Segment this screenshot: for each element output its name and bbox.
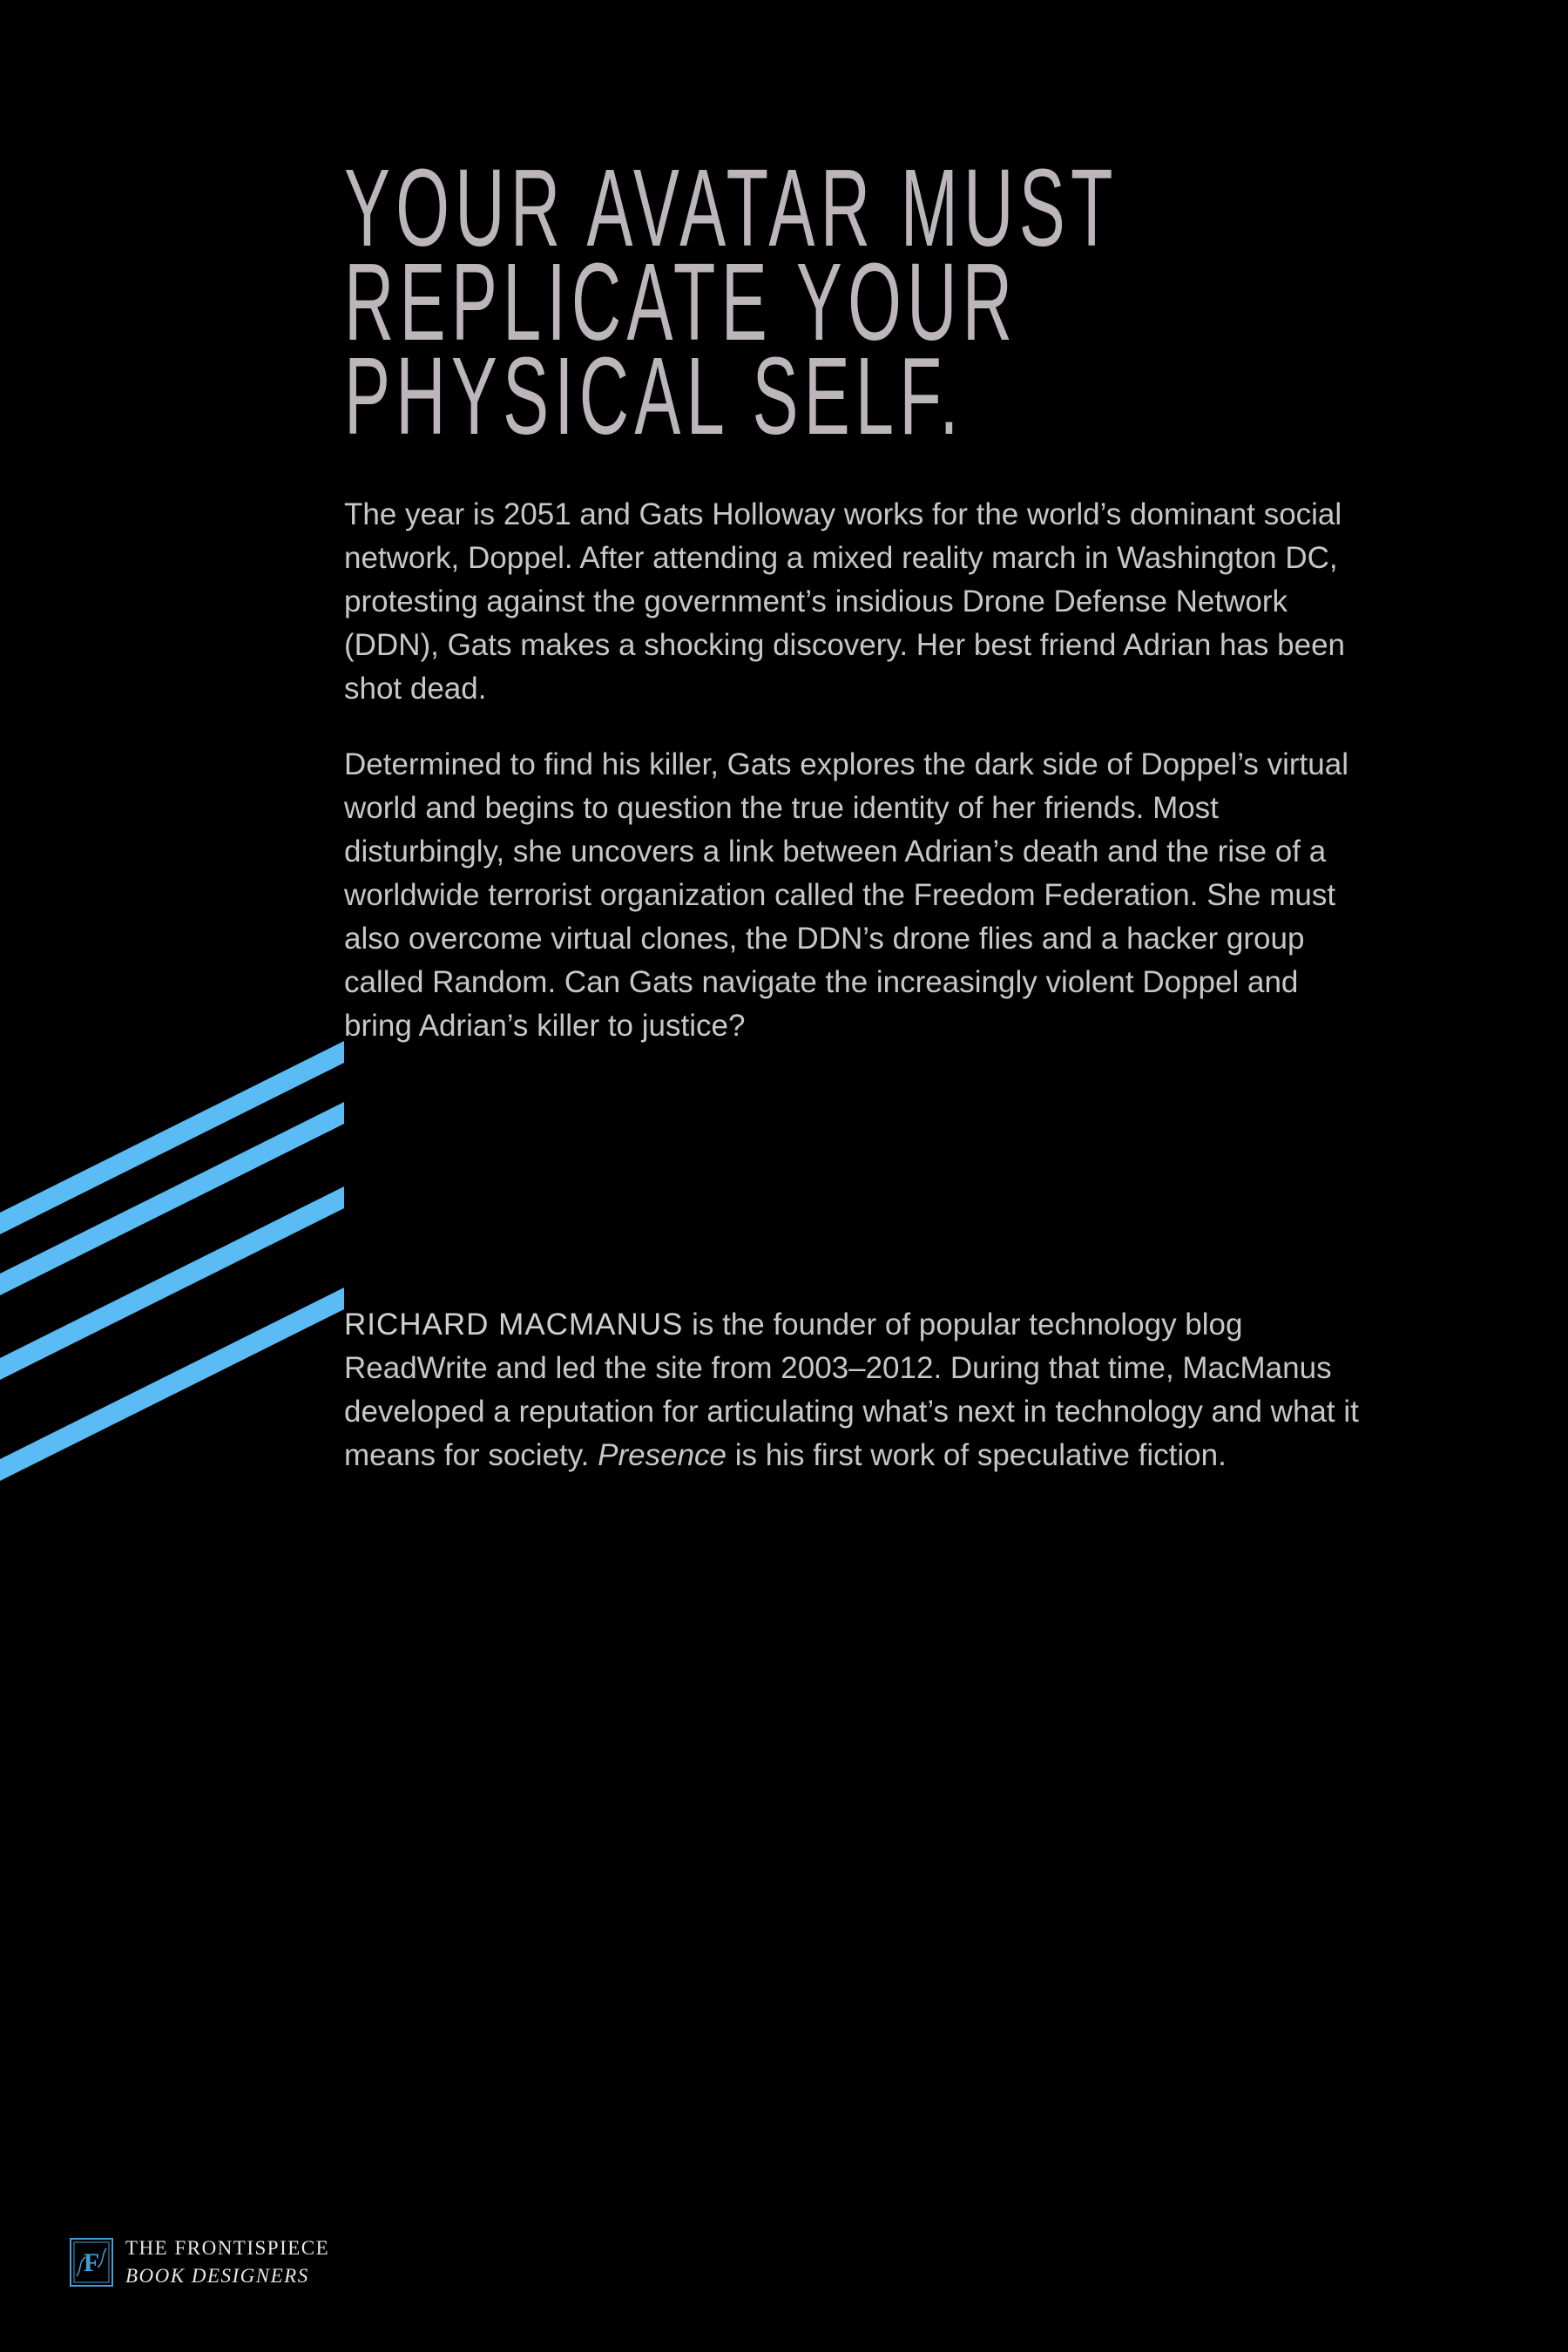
stripe-4 [0, 1288, 344, 1481]
synopsis-paragraph-2: Determined to find his killer, Gats explores the dark side of Doppel’s virtual world and begins to question the true identity of her friends. Most disturbingly, she uncovers a link between Adrian’s death and the rise of a worldwide terrorist organization called the Freedom Federation. She must also overcome virtual clones, the DDN’s drone flies and a hacker group called Random. Can Gats navigate the increasingly violent Doppel and bring Adrian’s killer to justice? [344, 747, 1348, 1043]
book-title: Presence [598, 1438, 727, 1472]
headline-line-1: YOUR AVATAR MUST [344, 146, 1119, 269]
author-bio [344, 1303, 1372, 1477]
imprint-line-2: BOOK DESIGNERS [125, 2265, 309, 2287]
logo-letter: F [83, 2248, 100, 2277]
frontispiece-logo-icon [70, 2238, 113, 2287]
headline-line-2: REPLICATE YOUR [344, 240, 1018, 363]
headline [344, 146, 1389, 457]
author-name: RICHARD MACMANUS [344, 1308, 684, 1342]
synopsis-paragraph-1: The year is 2051 and Gats Holloway works for the world’s dominant social network, Doppel. After attending a mixed reality march in Washington DC, protesting against the government’s insidious Drone Defense Network (DDN), Gats makes a shocking discovery. Her best friend Adrian has been shot dead. [344, 497, 1346, 706]
publisher-imprint [70, 2234, 329, 2290]
imprint-text [125, 2234, 329, 2290]
bio-text-2: is his first work of speculative fiction. [727, 1438, 1227, 1472]
stripe-3 [0, 1186, 344, 1380]
imprint-line-1: THE FRONTISPIECE [125, 2237, 330, 2259]
bio-text-1: is the founder of popular technology blog ReadWrite and led the site from 2003–2012. During that time, MacManus developed a reputation for articulating what’s next in technology and what it means for society. [344, 1308, 1359, 1472]
decorative-stripes [0, 1028, 348, 1498]
headline-line-3: PHYSICAL SELF. [344, 335, 964, 457]
